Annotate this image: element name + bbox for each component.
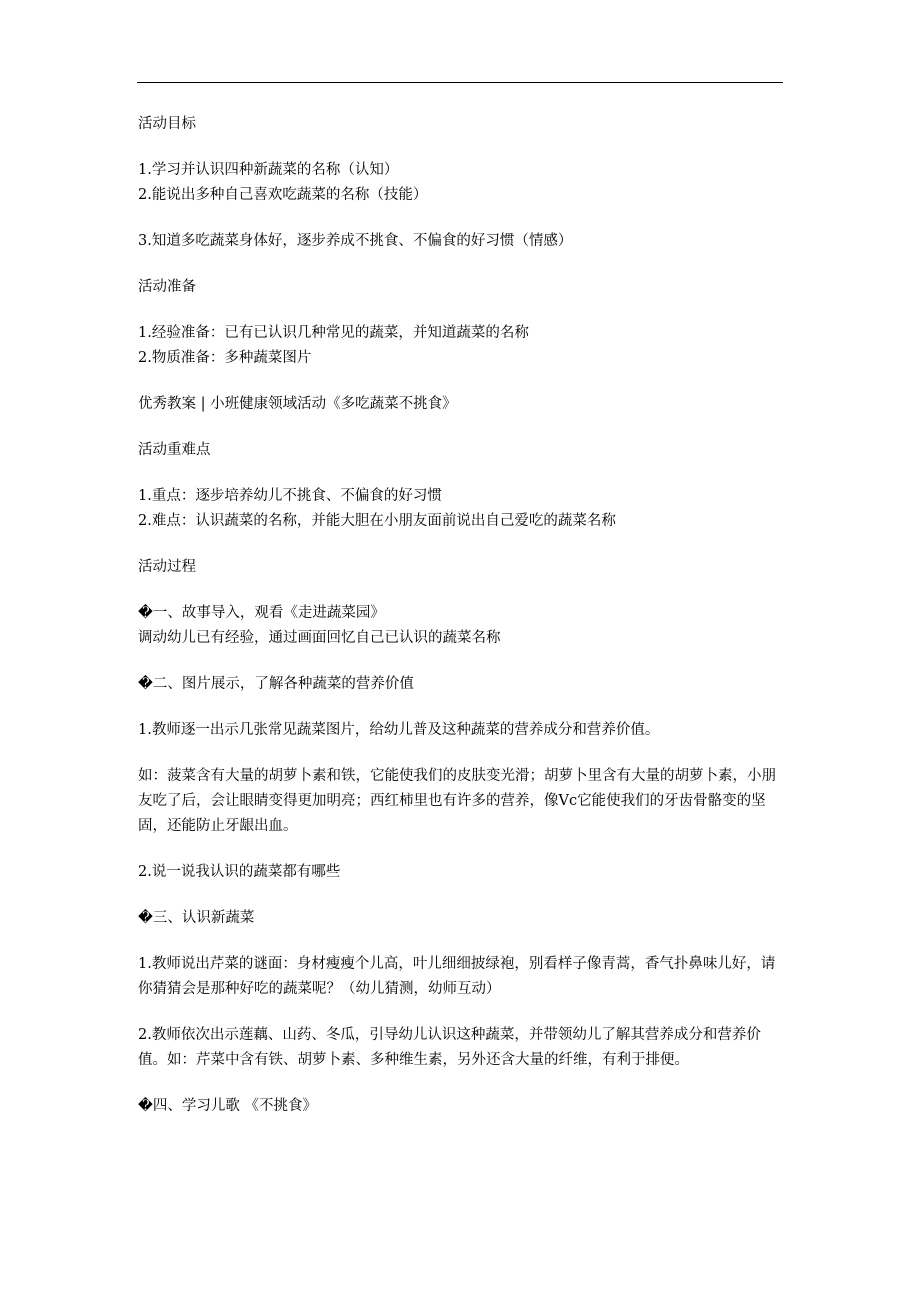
step3-p2-block [138,1023,788,1073]
step2-title: �二、图片展示，了解各种蔬菜的营养价值 [138,676,414,692]
key-item-2: 2.难点：认识蔬菜的名称，并能大胆在小朋友面前说出自己爱吃的蔬菜名称 [138,513,616,529]
goal-item-3: 3.知道多吃蔬菜身体好，逐步养成不挑食、不偏食的好习惯（情感） [138,233,573,249]
key-item-1: 1.重点：逐步培养幼儿不挑食、不偏食的好习惯 [138,488,442,504]
step3-title-block [138,906,788,931]
step2-p1-block [138,718,788,743]
step3-paragraph-1: 1.教师说出芹菜的谜面：身材瘦瘦个儿高，叶儿细细披绿袍，别看样子像青蒿，香气扑鼻味儿好，请你猜猜会是那种好吃的蔬菜呢？（幼儿猜测，幼师互动） [138,956,776,997]
step1-section [138,601,788,651]
step2-paragraph-1: 1.教师逐一出示几张常见蔬菜图片，给幼儿普及这种蔬菜的营养成分和营养价值。 [138,722,660,738]
key-list [138,484,788,534]
banner-section [138,392,788,417]
step3-p1-block [138,952,788,1002]
step4-title: �四、学习儿歌 《不挑食》 [138,1098,317,1114]
process-heading: 活动过程 [138,559,196,575]
goals-list-b [138,229,788,254]
step2-paragraph-2: 如：菠菜含有大量的胡萝卜素和铁，它能使我们的皮肤变光滑；胡萝卜里含有大量的胡萝卜素，小朋友吃了后，会让眼睛变得更加明亮；西红柿里也有许多的营养，像Vc它能使我们的牙齿骨骼变的坚固，还能防止牙龈出血。 [138,768,776,834]
step2-paragraph-3: 2.说一说我认识的蔬菜都有哪些 [138,864,341,880]
prep-section [138,275,788,300]
prep-list [138,321,788,371]
step3-title: �三、认识新蔬菜 [138,910,255,926]
step4-title-block [138,1094,788,1119]
step1-text: 调动幼儿已有经验，通过画面回忆自己已认识的蔬菜名称 [138,630,501,646]
prep-item-1: 1.经验准备：已有已认识几种常见的蔬菜，并知道蔬菜的名称 [138,325,529,341]
header-rule [137,82,783,83]
step2-title-block [138,672,788,697]
step1-title: �一、故事导入，观看《走进蔬菜园》 [138,605,385,621]
key-heading: 活动重难点 [138,442,211,458]
goal-item-2: 2.能说出多种自己喜欢吃蔬菜的名称（技能） [138,187,428,203]
goals-list-a [138,158,788,208]
document-body [138,112,788,1140]
prep-heading: 活动准备 [138,279,196,295]
goals-heading: 活动目标 [138,116,196,132]
lesson-banner: 优秀教案 | 小班健康领域活动《多吃蔬菜不挑食》 [138,396,457,412]
goals-section [138,112,788,137]
key-section [138,438,788,463]
prep-item-2: 2.物质准备：多种蔬菜图片 [138,350,312,366]
process-section [138,555,788,580]
step3-paragraph-2: 2.教师依次出示莲藕、山药、冬瓜，引导幼儿认识这种蔬菜，并带领幼儿了解其营养成分和营养价值。如：芹菜中含有铁、胡萝卜素、多种维生素，另外还含大量的纤维，有利于排便。 [138,1027,761,1068]
step2-p3-block [138,860,788,885]
goal-item-1: 1.学习并认识四种新蔬菜的名称（认知） [138,162,399,178]
step2-p2-block [138,764,788,839]
